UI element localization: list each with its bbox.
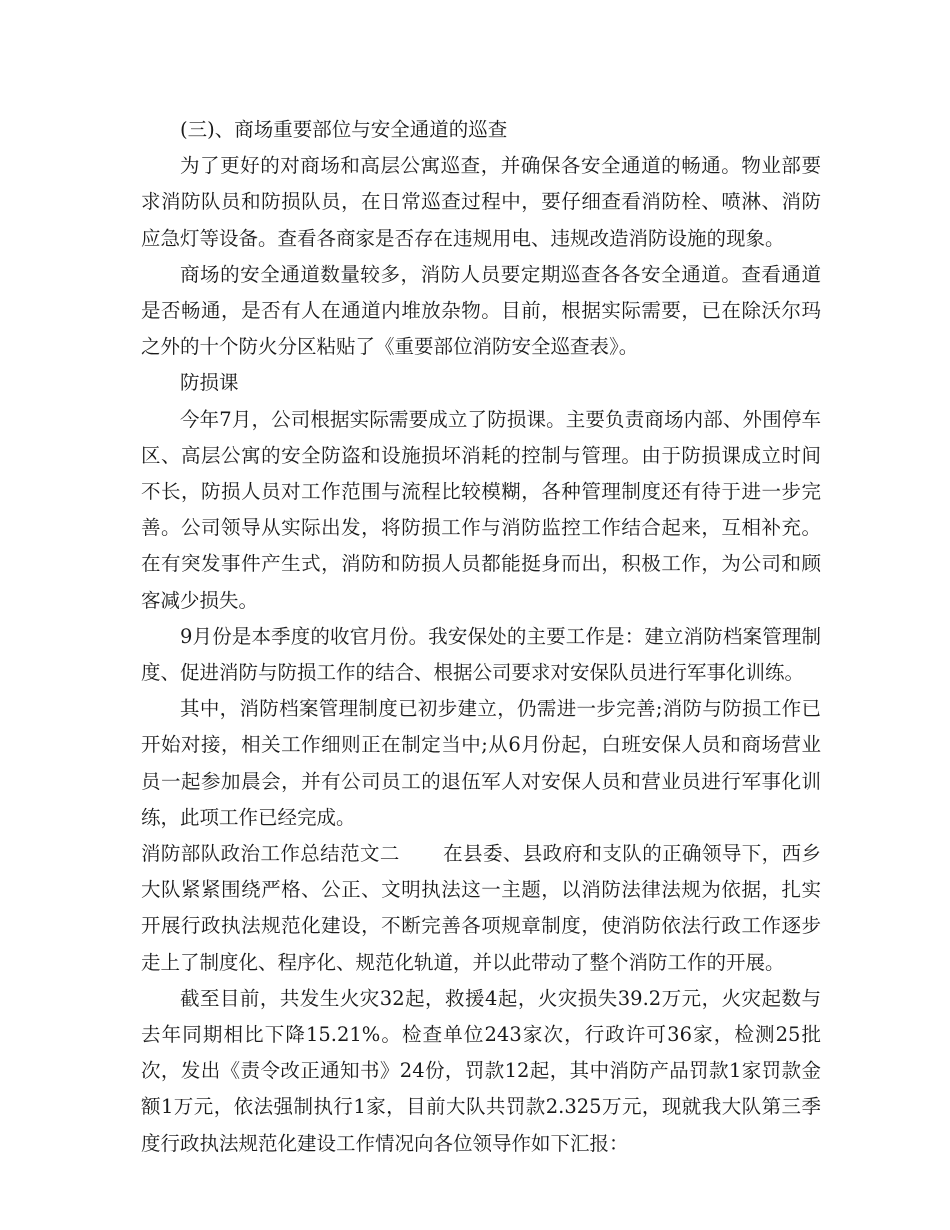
section-title: 消防部队政治工作总结范文二 [141, 842, 400, 866]
paragraph: 其中，消防档案管理制度已初步建立，仍需进一步完善;消防与防损工作已开始对接，相关工作细则正在制定当中;从6月份起，白班安保人员和商场营业员一起参加晨会，并有公司员工的退伍军人对安保人员和营业员进行军事化训练，此项工作已经完成。 [141, 697, 821, 829]
paragraph: 今年7月，公司根据实际需要成立了防损课。主要负责商场内部、外围停车区、高层公寓的安全防盗和设施损坏消耗的控制与管理。由于防损课成立时间不长，防损人员对工作范围与流程比较模糊，各种管理制度还有待于进一步完善。公司领导从实际出发，将防损工作与消防监控工作结合起来，互相补充。在有突发事件产生式，消防和防损人员都能挺身而出，积极工作，为公司和顾客减少损失。 [141, 407, 821, 612]
document-body [141, 112, 821, 1162]
paragraph: 9月份是本季度的收官月份。我安保处的主要工作是：建立消防档案管理制度、促进消防与防损工作的结合、根据公司要求对安保队员进行军事化训练。 [141, 624, 821, 685]
paragraph-heading-loss-prevention: 防损课 [180, 371, 239, 395]
paragraph: 为了更好的对商场和高层公寓巡查，并确保各安全通道的畅通。物业部要求消防队员和防损队员，在日常巡查过程中，要仔细查看消防栓、喷淋、消防应急灯等设备。查看各商家是否存在违规用电、违规改造消防设施的现象。 [141, 154, 821, 250]
paragraph: 商场的安全通道数量较多，消防人员要定期巡查各各安全通道。查看通道是否畅通，是否有人在通道内堆放杂物。目前，根据实际需要，已在除沃尔玛之外的十个防火分区粘贴了《重要部位消防安全巡查表》。 [141, 262, 821, 359]
paragraph-heading-inspection: (三)、商场重要部位与安全通道的巡查 [180, 118, 508, 141]
paragraph-statistics: 截至目前，共发生火灾32起，救援4起，火灾损失39.2万元，火灾起数与去年同期相比下降15.21%。检查单位243家次，行政许可36家，检测25批次，发出《责令改正通知书》24份，罚款12起，其中消防产品罚款1家罚款金额1万元，依法强制执行1家，目前大队共罚款2.325万元，现就我大队第三季度行政执法规范化建设工作情况向各位领导作如下汇报： [141, 986, 821, 1155]
section-intro: 在县委、县政府和支队的正确领导下，西乡大队紧紧围绕严格、公正、文明执法这一主题，以消防法律法规为依据，扎实开展行政执法规范化建设，不断完善各项规章制度，使消防依法行政工作逐步走上了制度化、程序化、规范化轨道，并以此带动了整个消防工作的开展。 [141, 842, 821, 974]
section-paragraph [141, 836, 821, 981]
